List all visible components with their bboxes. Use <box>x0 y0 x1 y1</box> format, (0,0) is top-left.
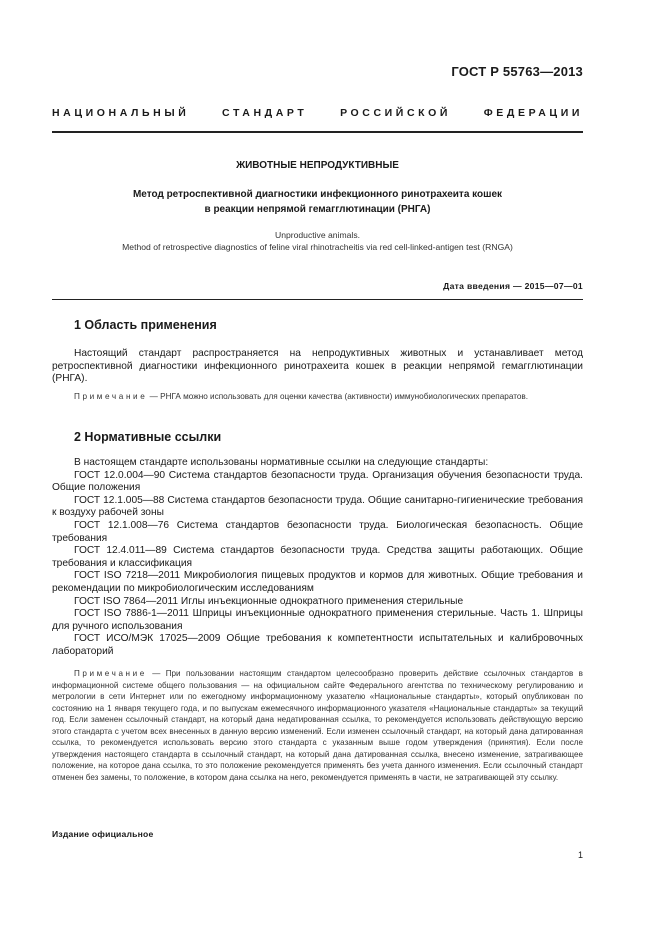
standard-subtitle <box>52 187 583 217</box>
reference-item: ГОСТ ISO 7886-1—2011 Шприцы инъекционные однократного применения стерильные. Часть 1. Шприцы для ручного использования <box>52 608 583 632</box>
effective-date: Дата введения — 2015—07—01 <box>443 281 583 291</box>
english-title-line-2: Method of retrospective diagnostics of feline viral rhinotracheitis via red cell-linked-antigen test (RNGA) <box>122 242 513 252</box>
reference-item: ГОСТ ISO 7864—2011 Иглы инъекционные однократного применения стерильные <box>74 595 464 607</box>
reference-item: ГОСТ 12.0.004—90 Система стандартов безопасности труда. Организация обучения безопасности труда. Общие положения <box>52 469 583 494</box>
note-text: — РНГА можно использовать для оценки качества (активности) иммунобиологических препаратов. <box>147 392 529 401</box>
document-number: ГОСТ Р 55763—2013 <box>451 64 583 79</box>
standard-title: ЖИВОТНЫЕ НЕПРОДУКТИВНЫЕ <box>236 160 399 171</box>
note-label: Примечание <box>74 669 147 678</box>
reference-item: ГОСТ ISO 7218—2011 Микробиология пищевых продуктов и кормов для животных. Общие требования и рекомендации по микробиологическим исследованиям <box>52 570 583 594</box>
page-number: 1 <box>577 850 583 860</box>
scope-paragraph: Настоящий стандарт распространяется на непродуктивных животных и устанавливает метод ретроспективной диагностики инфекционного ринотрахеита кошек в реакции непрямой гемагглютинации (РНГА). <box>52 348 583 385</box>
official-edition-label: Издание официальное <box>52 829 154 839</box>
subtitle-line-2: в реакции непрямой гемагглютинации (РНГА) <box>204 204 431 215</box>
reference-item: ГОСТ 12.4.011—89 Система стандартов безопасности труда. Средства защиты работающих. Общие требования и классификация <box>52 545 583 569</box>
reference-item: ГОСТ 12.1.005—88 Система стандартов безопасности труда. Общие санитарно-гигиенические требования к воздуху рабочей зоны <box>52 494 583 519</box>
references-intro: В настоящем стандарте использованы нормативные ссылки на следующие стандарты: <box>74 457 489 468</box>
reference-item: ГОСТ ИСО/МЭК 17025—2009 Общие требования к компетентности испытательных и калибровочных лабораторий <box>52 633 583 657</box>
header-rule <box>52 131 583 133</box>
national-standard-banner: НАЦИОНАЛЬНЫЙ СТАНДАРТ РОССИЙСКОЙ ФЕДЕРАЦИИ <box>52 107 583 119</box>
english-title <box>52 229 583 253</box>
section-2-note <box>52 668 583 783</box>
english-title-line-1: Unproductive animals. <box>274 230 361 240</box>
section-1-note <box>52 391 583 403</box>
note-text: — При пользовании настоящим стандартом целесообразно проверить действие ссылочных стандартов в информационной системе общего пользования — на официальном сайте Федерального агентства по техническому регулированию и метрологии в сети Интернет или по ежегодному информационному указателю «Национальные стандарты», который опубликован по состоянию на 1 января текущего года, и по выпускам ежемесячного информационного указателя «Национальные стандарты» за текущий год. Если заменен ссылочный стандарт, на который дана недатированная ссылка, то рекомендуется использовать действующую версию этого стандарта с учетом всех внесенных в данную версию изменений. Если изменен ссылочный стандарт, на который дана датированная ссылка, то рекомендуется использовать версию этого стандарта с указанным выше годом утверждения (принятия). Если после утверждения настоящего стандарта в ссылочный стандарт, на который дана датированная ссылка, внесено изменение, затрагивающее положение, на которое дана ссылка, то это положение рекомендуется применять без учета данного изменения. Если ссылочный стандарт отменен без замены, то положение, в котором дана ссылка на него, рекомендуется применять в части, не затрагивающей эту ссылку. <box>52 669 583 782</box>
subtitle-line-1: Метод ретроспективной диагностики инфекционного ринотрахеита кошек <box>132 189 503 200</box>
section-2-body <box>52 457 583 659</box>
section-1-heading: 1 Область применения <box>74 318 217 332</box>
section-1-body <box>52 348 583 386</box>
reference-item: ГОСТ 12.1.008—76 Система стандартов безопасности труда. Биологическая безопасность. Общие требования <box>52 519 583 544</box>
note-label: Примечание <box>74 392 148 401</box>
section-2-heading: 2 Нормативные ссылки <box>74 430 222 444</box>
date-rule <box>52 299 583 300</box>
